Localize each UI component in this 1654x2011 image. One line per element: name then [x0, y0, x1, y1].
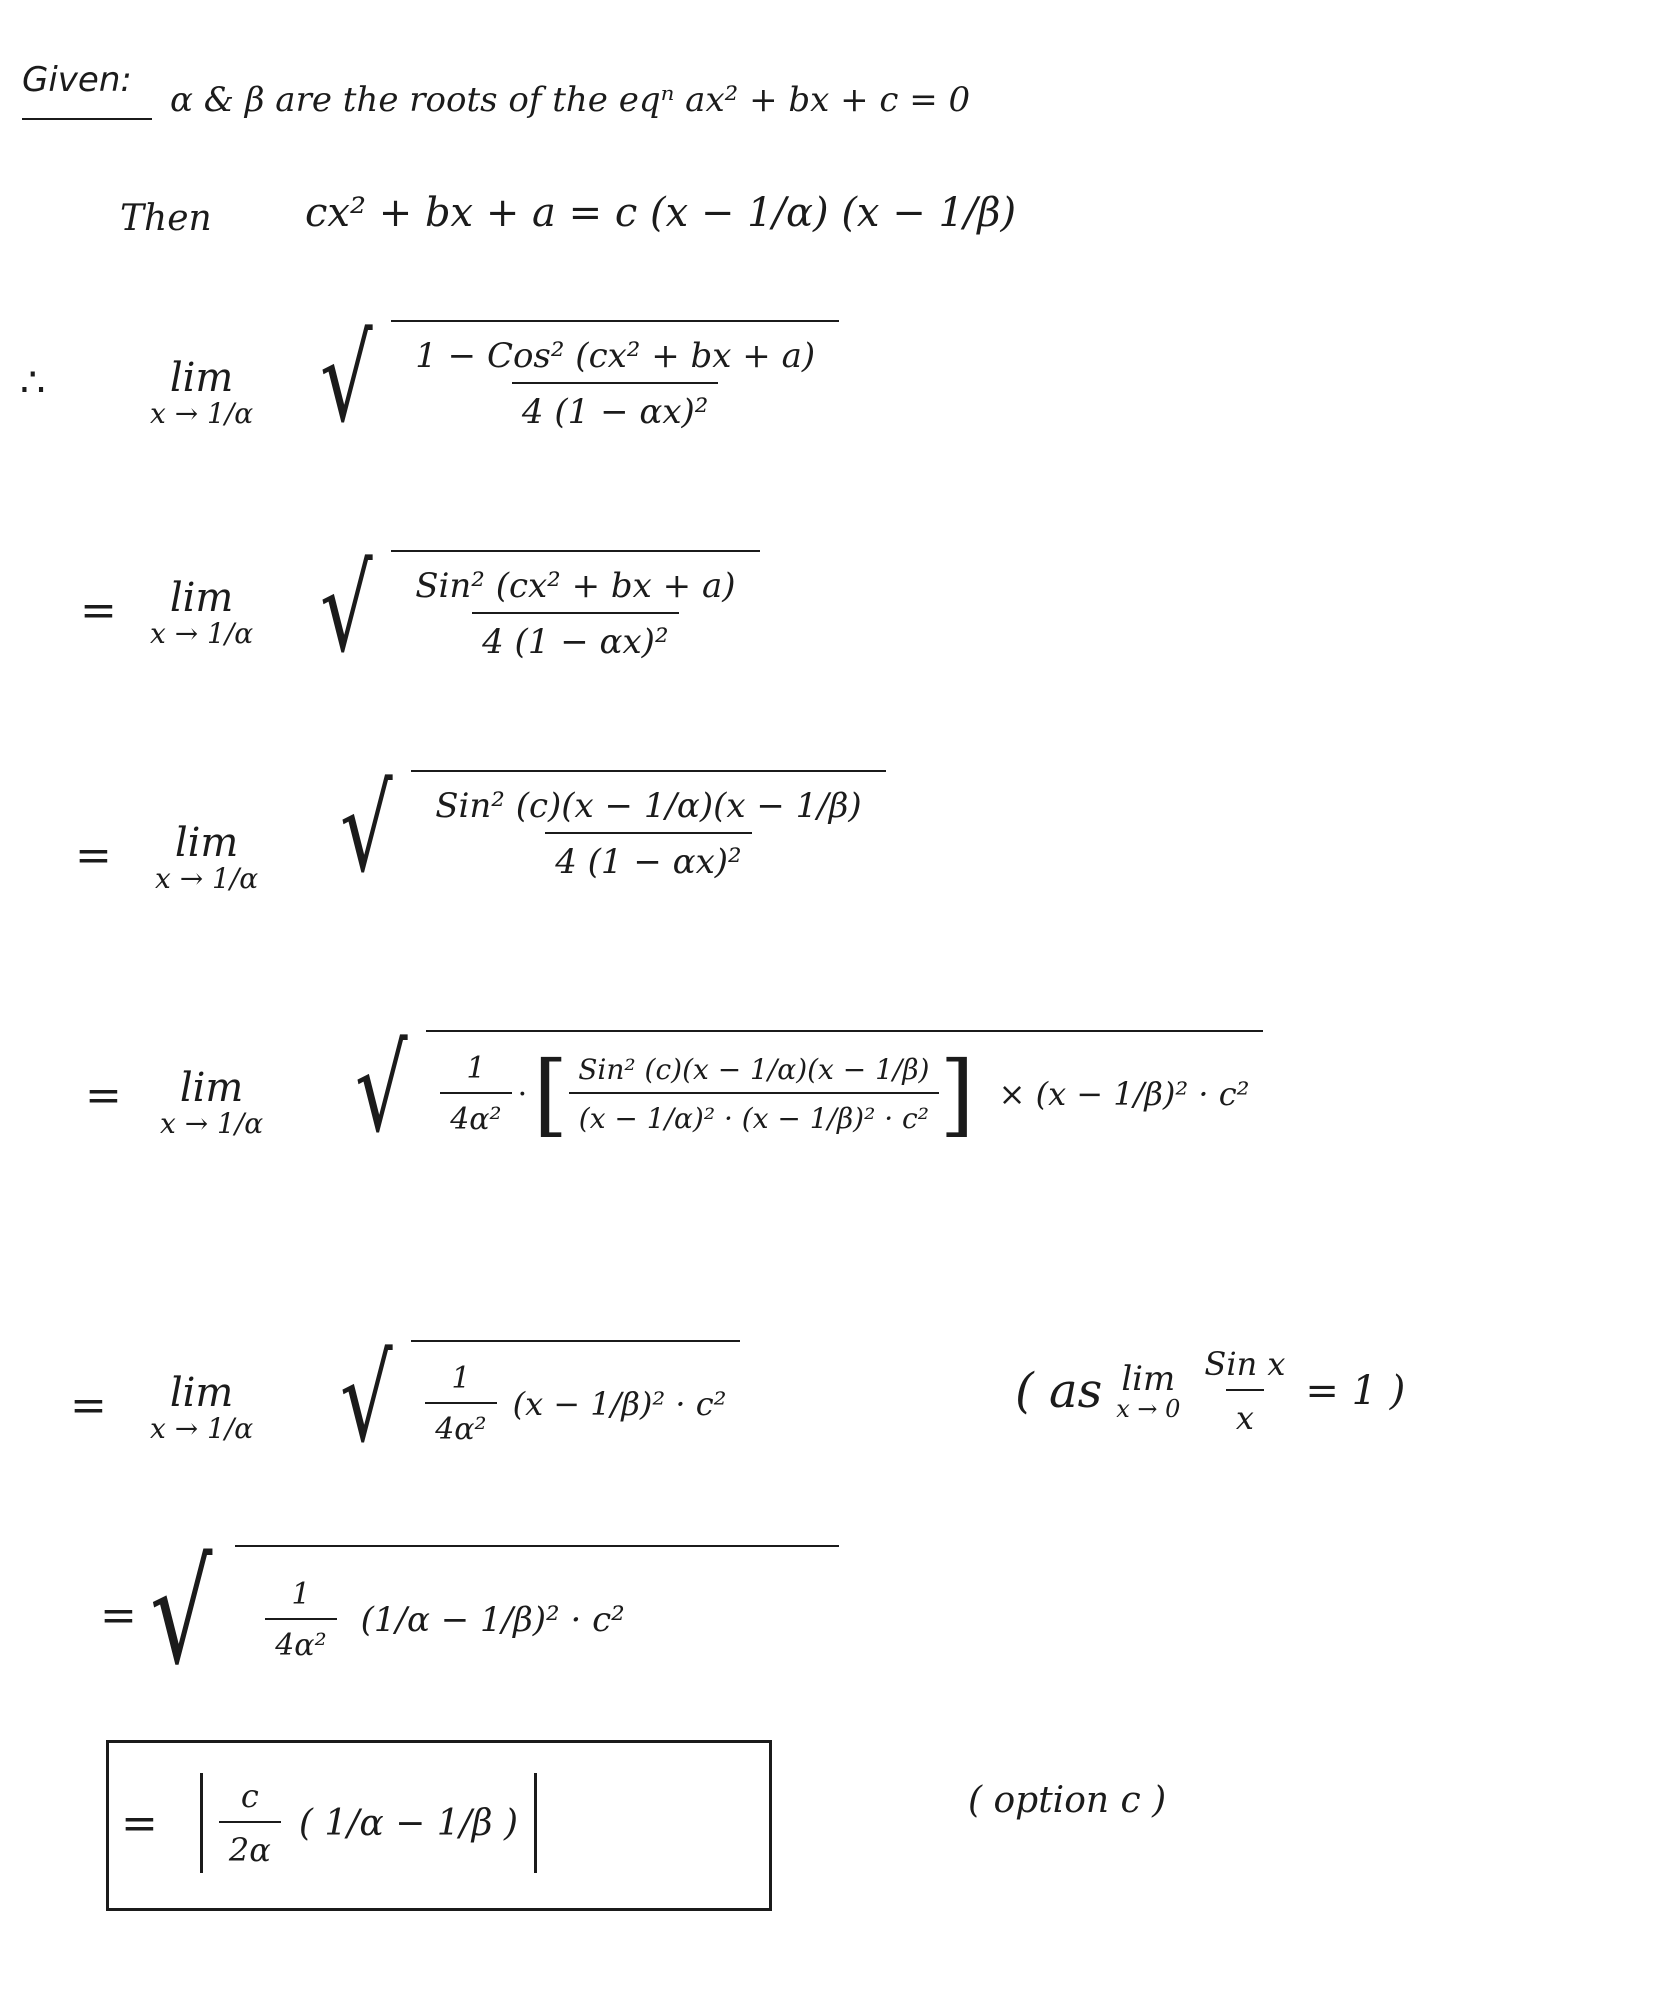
step4-dot: ·: [517, 1076, 528, 1112]
step4-limit: [160, 1065, 263, 1140]
step2-radicand: [391, 550, 759, 668]
therefore-symbol: ∴: [20, 360, 46, 406]
step4-coefficient: [440, 1051, 511, 1137]
step4-tail: × (x − 1/β)² · c²: [998, 1075, 1250, 1113]
given-label: Given:: [22, 60, 132, 100]
step5-lim-word: lim: [169, 1370, 234, 1416]
final-answer: [121, 1773, 553, 1873]
step4-denominator: (x − 1/α)² · (x − 1/β)² · c²: [569, 1092, 939, 1135]
answer-option: ( option c ): [968, 1780, 1167, 1821]
step6-coef-den: 4α²: [265, 1618, 336, 1663]
step6-radical-sign: √: [150, 1533, 213, 1696]
step5-limit: [150, 1370, 253, 1445]
step1-denominator: 4 (1 − αx)²: [512, 382, 718, 432]
final-answer-box: [106, 1740, 772, 1911]
step5-coefficient: [425, 1361, 496, 1447]
final-den: 2α: [219, 1821, 281, 1869]
final-abs-left: [200, 1773, 203, 1873]
step3-lim-word: lim: [174, 820, 239, 866]
step5-equals: =: [70, 1380, 107, 1431]
step4-close-bracket: ]: [939, 1041, 975, 1147]
final-coefficient: [219, 1777, 281, 1869]
step4-lim-sub: x → 1/α: [160, 1107, 264, 1140]
step2-equals: =: [80, 585, 117, 636]
step2-numerator: Sin² (cx² + bx + a): [415, 566, 736, 606]
step2-lim-sub: x → 1/α: [150, 617, 254, 650]
final-abs-right: [534, 1773, 537, 1873]
step2-sqrt: [320, 540, 760, 678]
step4-lim-word: lim: [179, 1065, 244, 1111]
step1-lim-sub: x → 1/α: [150, 397, 254, 430]
step2-radical-sign: √: [320, 540, 373, 678]
then-expression: cx² + bx + a = c (x − 1/α) (x − 1/β): [305, 190, 1017, 236]
step3-lim-sub: x → 1/α: [155, 862, 259, 895]
step1-numerator: 1 − Cos² (cx² + bx + a): [415, 336, 816, 376]
step6-sqrt: [150, 1533, 839, 1696]
limit-note: [1015, 1345, 1405, 1437]
final-equals: =: [121, 1797, 158, 1849]
step3-radical-sign: √: [340, 760, 393, 898]
note-limit: [1116, 1359, 1180, 1423]
step3-equals: =: [75, 830, 112, 881]
step3-denominator: 4 (1 − αx)²: [545, 832, 751, 882]
step2-limit: [150, 575, 253, 650]
step4-coef-den: 4α²: [440, 1092, 511, 1137]
step4-radical-sign: √: [355, 1020, 408, 1158]
step4-sqrt: [355, 1020, 1263, 1158]
step5-coef-num: 1: [451, 1361, 471, 1396]
step4-open-bracket: [: [533, 1041, 569, 1147]
step1-fraction: [405, 336, 825, 432]
step4-fraction: [568, 1053, 939, 1135]
step4-coef-num: 1: [466, 1051, 486, 1086]
step2-lim-word: lim: [169, 575, 234, 621]
note-lim-word: lim: [1121, 1359, 1176, 1399]
step2-denominator: 4 (1 − αx)²: [472, 612, 678, 662]
step5-radicand: [411, 1340, 740, 1458]
step1-radical-sign: √: [320, 310, 373, 448]
note-close: = 1 ): [1305, 1368, 1406, 1414]
step1-radicand: [391, 320, 839, 438]
step1-limit: [150, 355, 253, 430]
step3-limit: [155, 820, 258, 895]
step2-fraction: [405, 566, 745, 662]
final-paren: ( 1/α − 1/β ): [298, 1802, 519, 1844]
step1-lim-word: lim: [169, 355, 234, 401]
note-denominator: x: [1226, 1389, 1264, 1437]
step3-sqrt: [340, 760, 886, 898]
step1-sqrt: [320, 310, 839, 448]
given-statement: α & β are the roots of the eqⁿ ax² + bx + c = 0: [170, 80, 971, 120]
step4-equals: =: [85, 1070, 122, 1121]
note-lim-sub: x → 0: [1116, 1395, 1181, 1423]
step5-radical-sign: √: [340, 1330, 393, 1468]
step5-lim-sub: x → 1/α: [150, 1412, 254, 1445]
final-num: c: [240, 1777, 259, 1815]
step6-tail: (1/α − 1/β)² · c²: [360, 1600, 625, 1640]
step6-radicand: [235, 1545, 839, 1685]
step3-radicand: [411, 770, 885, 888]
step6-coef-num: 1: [291, 1577, 311, 1612]
then-label: Then: [120, 198, 212, 239]
note-fraction: [1194, 1345, 1295, 1437]
step6-coefficient: [265, 1577, 336, 1663]
note-open: ( as: [1015, 1363, 1103, 1419]
given-underline: [22, 118, 152, 120]
step3-fraction: [425, 786, 871, 882]
step5-coef-den: 4α²: [425, 1402, 496, 1447]
step6-equals: =: [100, 1590, 137, 1641]
step5-sqrt: [340, 1330, 740, 1468]
note-numerator: Sin x: [1204, 1345, 1286, 1383]
step4-radicand: [426, 1030, 1263, 1148]
step5-tail: (x − 1/β)² · c²: [512, 1385, 727, 1423]
step3-numerator: Sin² (c)(x − 1/α)(x − 1/β): [435, 786, 862, 826]
step4-numerator: Sin² (c)(x − 1/α)(x − 1/β): [578, 1053, 930, 1086]
